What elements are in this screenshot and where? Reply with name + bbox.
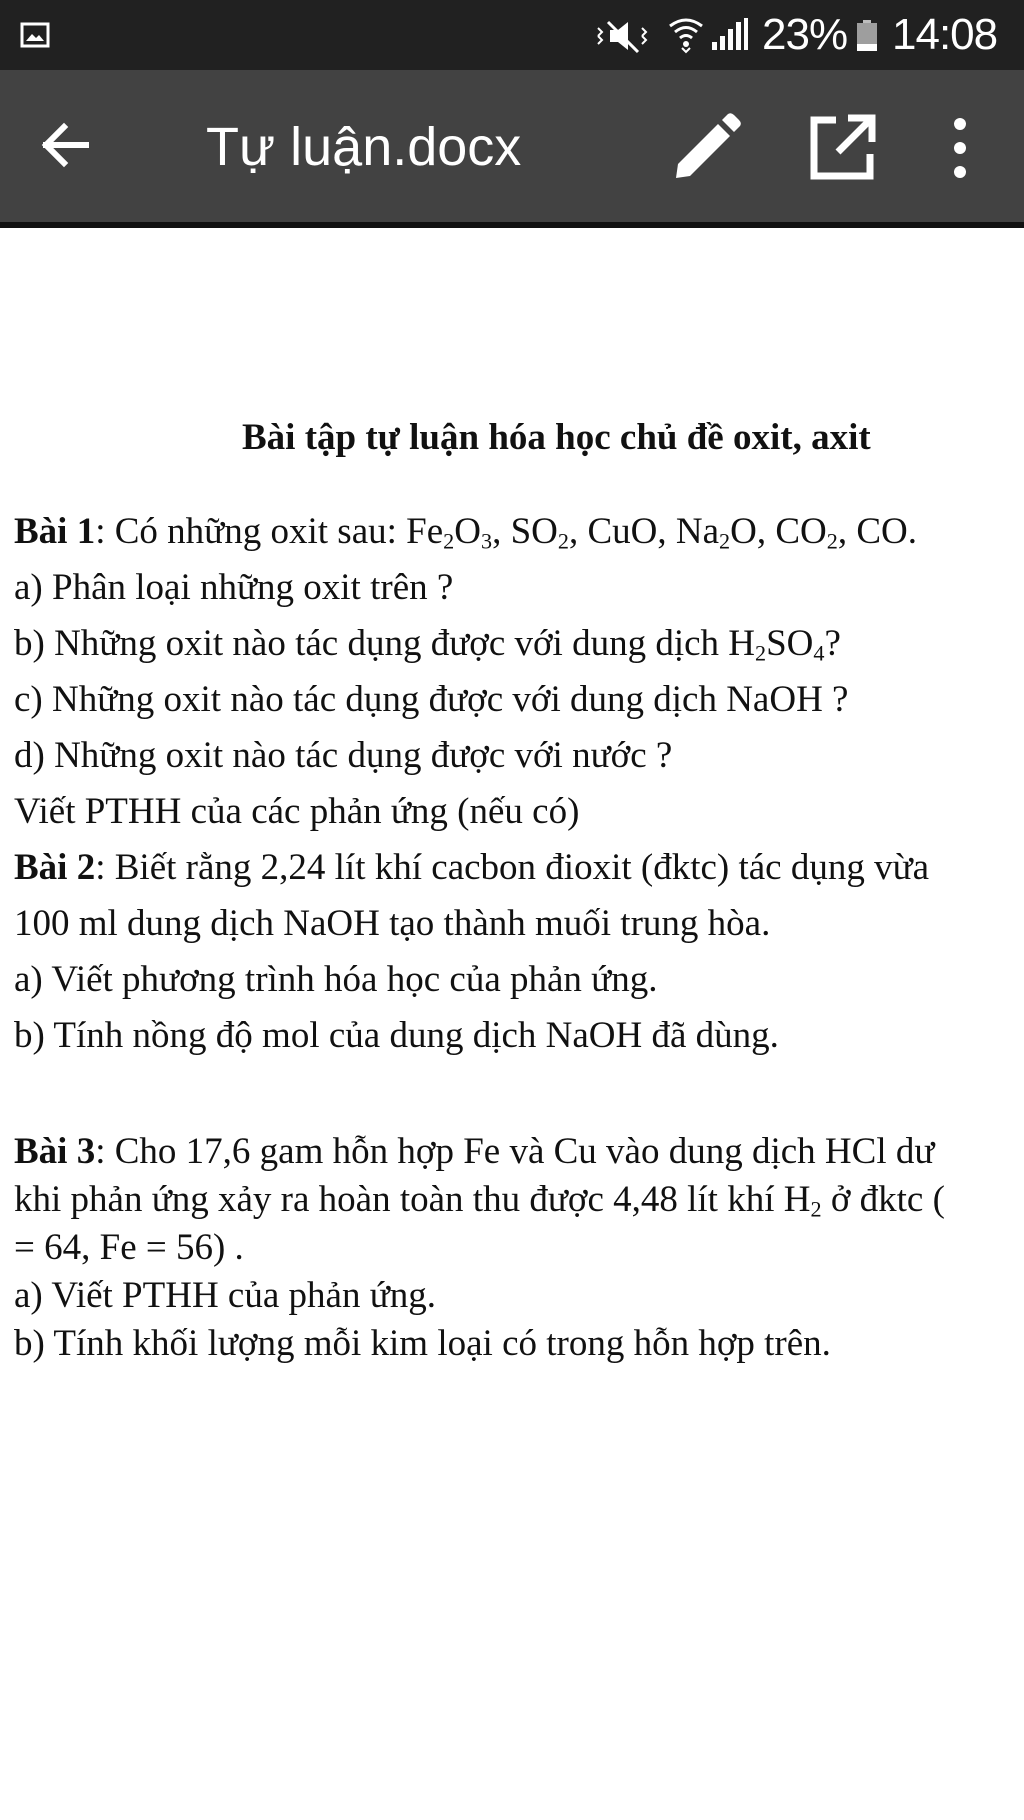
app-bar (0, 70, 1024, 228)
bai3-part-a: a) Viết PTHH của phản ứng. (14, 1275, 436, 1316)
signal-icon (710, 16, 750, 52)
bai1-part-a: a) Phân loại những oxit trên ? (14, 567, 454, 608)
bai2-part-a: a) Viết phương trình hóa học của phản ứng. (14, 959, 658, 1000)
bai1-part-c: c) Những oxit nào tác dụng được với dung dịch NaOH ? (14, 679, 849, 720)
bai1-label: Bài 1 (14, 511, 96, 552)
bai1-note: Viết PTHH của các phản ứng (nếu có) (14, 791, 580, 832)
bai2-question: Bài 2: Biết rằng 2,24 lít khí cacbon đioxit (đktc) tác dụng vừa (14, 847, 930, 888)
open-external-icon[interactable] (806, 112, 878, 184)
more-vert-icon[interactable] (940, 110, 980, 186)
bai3-label: Bài 3 (14, 1131, 96, 1172)
status-bar (0, 0, 1024, 70)
bai1-part-b: b) Những oxit nào tác dụng được với dung dịch $H_2SO_4$? (14, 623, 841, 666)
bai2-line2: 100 ml dung dịch NaOH tạo thành muối trung hòa. (14, 903, 771, 944)
wifi-icon (668, 14, 704, 54)
document-title: Tự luận.docx (206, 117, 522, 177)
bai3-line2: khi phản ứng xảy ra hoàn toàn thu được 4,48 lít khí $H_2$ ở đktc ( (14, 1179, 945, 1222)
battery-percent: 23% (762, 10, 848, 59)
bai3-line3: = 64, Fe = 56) . (14, 1227, 244, 1268)
battery-icon (856, 20, 878, 52)
back-arrow-icon[interactable] (30, 110, 100, 180)
bai1-part-d: d) Những oxit nào tác dụng được với nước ? (14, 735, 673, 776)
clock: 14:08 (892, 10, 998, 59)
bai2-part-b: b) Tính nồng độ mol của dung dịch NaOH đã dùng. (14, 1015, 779, 1056)
bai3-part-b: b) Tính khối lượng mỗi kim loại có trong hỗn hợp trên. (14, 1323, 831, 1364)
bai1-question: Bài 1: Có những oxit sau: $Fe_2O_3$, $SO_2$, CuO, $Na_2O$, $CO_2$, CO. (14, 511, 917, 554)
bai3-question: Bài 3: Cho 17,6 gam hỗn hợp Fe và Cu vào dung dịch HCl dư (14, 1131, 935, 1172)
document-heading: Bài tập tự luận hóa học chủ đề oxit, axit (242, 417, 871, 458)
document-page[interactable] (0, 228, 1024, 1820)
pencil-icon[interactable] (668, 110, 744, 186)
gallery-icon (20, 22, 50, 48)
bai2-label: Bài 2 (14, 847, 96, 888)
mute-icon (596, 18, 652, 54)
